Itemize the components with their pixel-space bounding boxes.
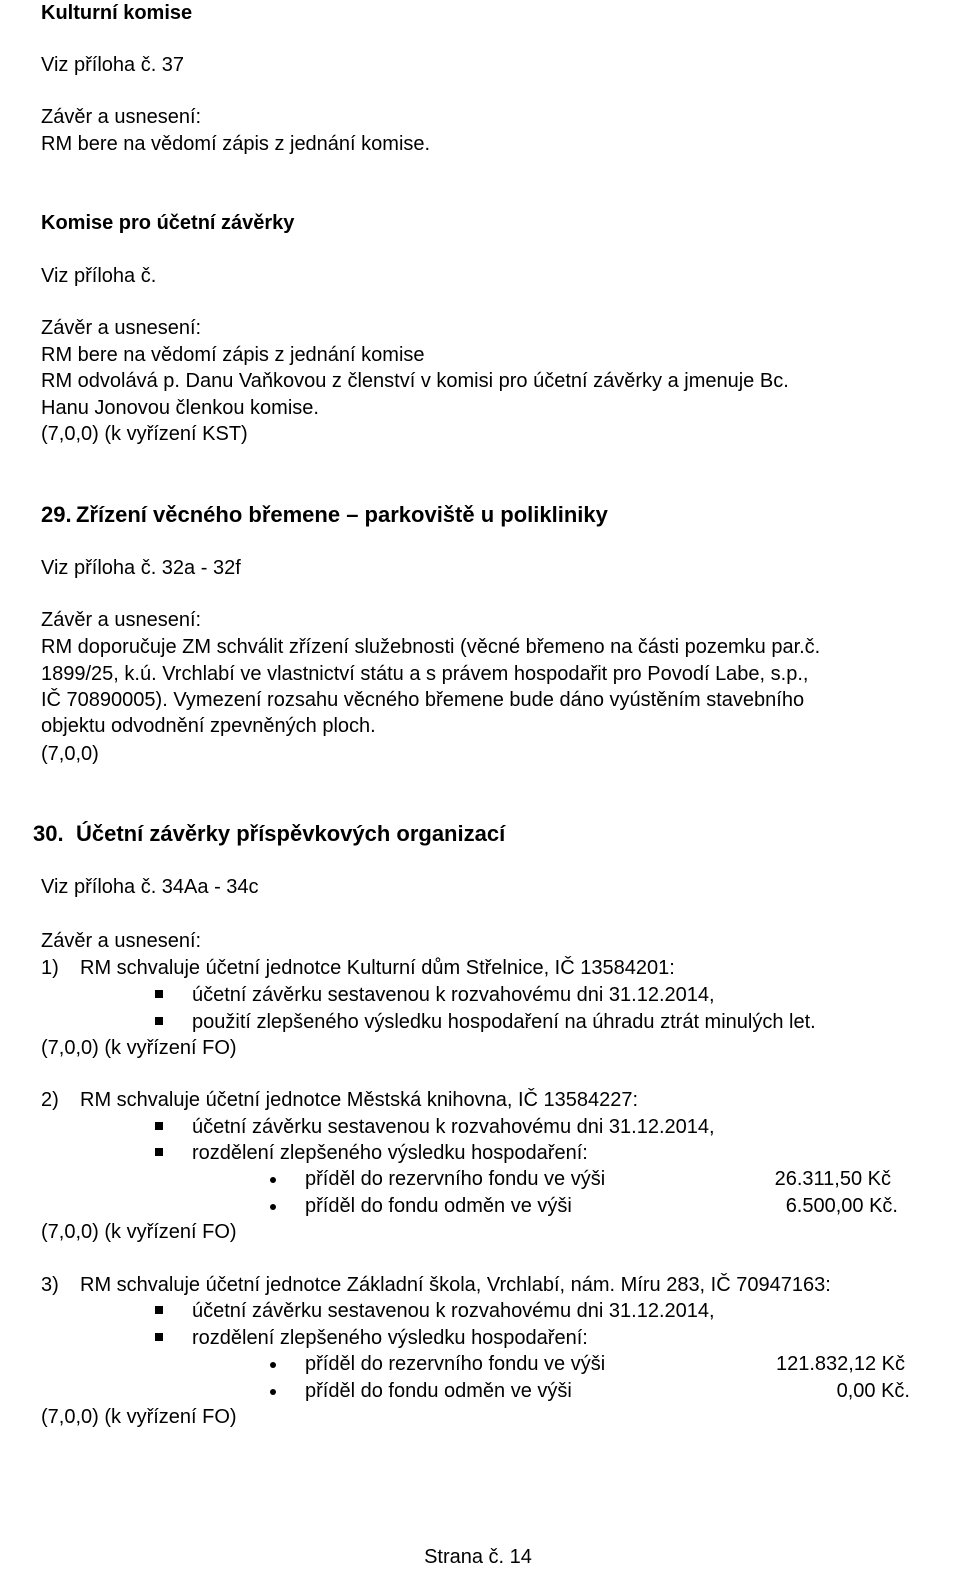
resolution-text: RM bere na vědomí zápis z jednání komise <box>41 344 425 366</box>
attachment-reference: Viz příloha č. <box>41 265 157 287</box>
bullet-dot-icon <box>270 1362 276 1368</box>
allocation-amount: 121.832,12 Kč <box>776 1353 905 1375</box>
resolution-text: objektu odvodnění zpevněných ploch. <box>41 715 376 737</box>
allocation-label: příděl do fondu odměn ve výši <box>305 1380 572 1402</box>
vote-result: (7,0,0) <box>41 743 99 765</box>
item-bullet-text: účetní závěrku sestavenou k rozvahovému dni 31.12.2014, <box>192 984 715 1006</box>
vote-result: (7,0,0) (k vyřízení FO) <box>41 1037 237 1059</box>
item-number: 1) <box>41 957 59 979</box>
square-bullet-icon <box>155 1148 163 1156</box>
resolution-label: Závěr a usnesení: <box>41 930 202 952</box>
page-number: Strana č. 14 <box>424 1546 532 1568</box>
resolution-text: RM bere na vědomí zápis z jednání komise. <box>41 133 431 155</box>
square-bullet-icon <box>155 990 163 998</box>
item-bullet-text: rozdělení zlepšeného výsledku hospodaření: <box>192 1327 588 1349</box>
item-text: RM schvaluje účetní jednotce Městská knihovna, IČ 13584227: <box>80 1089 639 1111</box>
resolution-label: Závěr a usnesení: <box>41 317 202 339</box>
section-title-30: Účetní závěrky příspěvkových organizací <box>76 821 506 846</box>
resolution-text: Hanu Jonovou členkou komise. <box>41 397 319 419</box>
section-title-29: Zřízení věcného břemene – parkoviště u polikliniky <box>76 502 608 527</box>
vote-result: (7,0,0) (k vyřízení FO) <box>41 1406 237 1428</box>
allocation-amount: 6.500,00 Kč. <box>785 1195 898 1217</box>
square-bullet-icon <box>155 1122 163 1130</box>
allocation-label: příděl do rezervního fondu ve výši <box>305 1353 606 1375</box>
attachment-reference: Viz příloha č. 37 <box>41 54 185 76</box>
section-number-30: 30. <box>33 821 64 846</box>
section-title-kulturni-komise: Kulturní komise <box>41 2 193 24</box>
allocation-label: příděl do fondu odměn ve výši <box>305 1195 572 1217</box>
vote-result: (7,0,0) (k vyřízení KST) <box>41 423 248 445</box>
item-bullet-text: účetní závěrku sestavenou k rozvahovému dni 31.12.2014, <box>192 1116 715 1138</box>
section-number-29: 29. <box>41 502 72 527</box>
attachment-reference: Viz příloha č. 32a - 32f <box>41 557 241 579</box>
item-bullet-text: použití zlepšeného výsledku hospodaření na úhradu ztrát minulých let. <box>192 1011 816 1033</box>
item-number: 2) <box>41 1089 59 1111</box>
section-title-komise-ucetni: Komise pro účetní závěrky <box>41 212 295 234</box>
resolution-text: RM doporučuje ZM schválit zřízení služebnosti (věcné břemeno na části pozemku par.č. <box>41 636 821 658</box>
resolution-text: IČ 70890005). Vymezení rozsahu věcného břemene bude dáno vyústěním stavebního <box>41 689 805 711</box>
item-text: RM schvaluje účetní jednotce Kulturní dům Střelnice, IČ 13584201: <box>80 957 675 979</box>
allocation-amount: 26.311,50 Kč <box>774 1168 891 1190</box>
allocation-label: příděl do rezervního fondu ve výši <box>305 1168 606 1190</box>
resolution-text: RM odvolává p. Danu Vaňkovou z členství v komisi pro účetní závěrky a jmenuje Bc. <box>41 370 789 392</box>
vote-result: (7,0,0) (k vyřízení FO) <box>41 1221 237 1243</box>
allocation-amount: 0,00 Kč. <box>836 1380 910 1402</box>
square-bullet-icon <box>155 1306 163 1314</box>
resolution-text: 1899/25, k.ú. Vrchlabí ve vlastnictví státu a s právem hospodařit pro Povodí Labe, s.p., <box>41 663 809 685</box>
item-bullet-text: účetní závěrku sestavenou k rozvahovému dni 31.12.2014, <box>192 1300 715 1322</box>
bullet-dot-icon <box>270 1177 276 1183</box>
resolution-label: Závěr a usnesení: <box>41 609 202 631</box>
item-bullet-text: rozdělení zlepšeného výsledku hospodaření: <box>192 1142 588 1164</box>
bullet-dot-icon <box>270 1389 276 1395</box>
resolution-label: Závěr a usnesení: <box>41 106 202 128</box>
square-bullet-icon <box>155 1017 163 1025</box>
attachment-reference: Viz příloha č. 34Aa - 34c <box>41 876 259 898</box>
bullet-dot-icon <box>270 1204 276 1210</box>
item-text: RM schvaluje účetní jednotce Základní škola, Vrchlabí, nám. Míru 283, IČ 70947163: <box>80 1274 831 1296</box>
item-number: 3) <box>41 1274 59 1296</box>
square-bullet-icon <box>155 1333 163 1341</box>
